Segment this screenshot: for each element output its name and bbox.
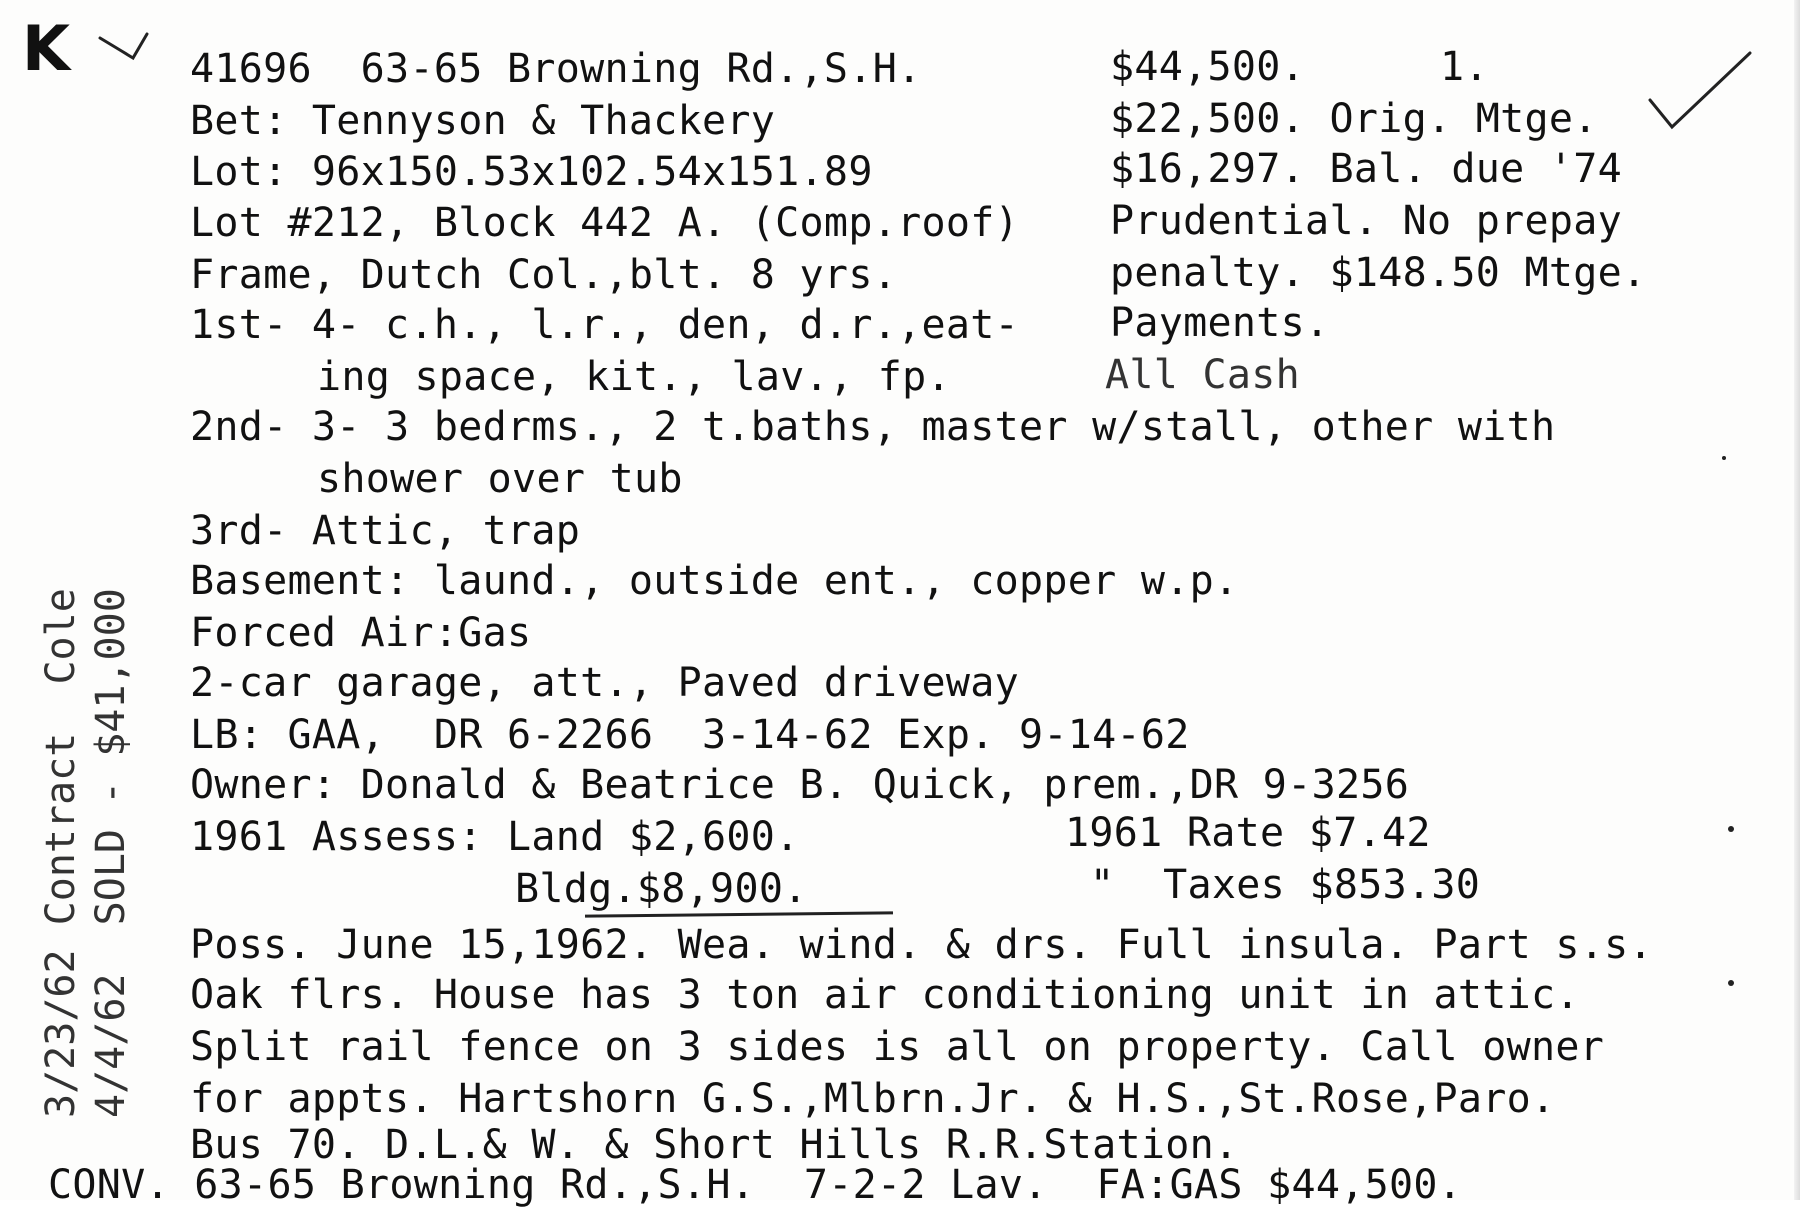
speck (1722, 456, 1726, 460)
line-first-floor: 1st- 4- c.h., l.r., den, d.r.,eat- (190, 302, 1019, 348)
line-floors: Oak flrs. House has 3 ton air conditioning unit in attic. (190, 972, 1580, 1018)
line-owner: Owner: Donald & Beatrice B. Quick, prem.,DR 9-3256 (190, 762, 1410, 808)
line-second-floor: 2nd- 3- 3 bedrms., 2 t.baths, master w/stall, other with (190, 404, 1556, 450)
line-listing-broker: LB: GAA, DR 6-2266 3-14-62 Exp. 9-14-62 (190, 712, 1190, 758)
line-frame: Frame, Dutch Col.,blt. 8 yrs. (190, 252, 898, 298)
all-cash-stamp: All Cash (1105, 352, 1301, 398)
line-basement: Basement: laund., outside ent., copper w.p. (190, 558, 1239, 604)
mortgage-payment: penalty. $148.50 Mtge. (1110, 250, 1647, 296)
line-assessment-bldg: Bldg.$8,900. (515, 866, 808, 912)
line-taxes: " Taxes $853.30 (1090, 862, 1481, 908)
large-check-icon (1640, 45, 1760, 135)
line-third-floor: 3rd- Attic, trap (190, 508, 581, 554)
line-possession: Poss. June 15,1962. Wea. wind. & drs. Full insula. Part s.s. (190, 922, 1653, 968)
line-transport: Bus 70. D.L.& W. & Short Hills R.R.Station. (190, 1122, 1239, 1168)
card-edge (1794, 0, 1800, 1200)
list-price: $44,500. (1110, 44, 1306, 90)
line-address: 41696 63-65 Browning Rd.,S.H. (190, 46, 922, 92)
line-conv-summary: CONV. 63-65 Browning Rd.,S.H. 7-2-2 Lav. FA:GAS $44,500. (48, 1162, 1463, 1208)
line-assessment-land: 1961 Assess: Land $2,600. (190, 814, 800, 860)
line-second-floor-cont: shower over tub (317, 456, 683, 502)
bldg-underline (585, 911, 893, 917)
card-number: 1. (1440, 44, 1489, 90)
original-mortgage: $22,500. Orig. Mtge. (1110, 96, 1598, 142)
line-between: Bet: Tennyson & Thackery (190, 98, 776, 144)
line-garage: 2-car garage, att., Paved driveway (190, 660, 1019, 706)
line-heating: Forced Air:Gas (190, 610, 532, 656)
speck (1728, 980, 1734, 986)
line-lot-block: Lot #212, Block 442 A. (Comp.roof) (190, 200, 1019, 246)
mortgage-balance: $16,297. Bal. due '74 (1110, 146, 1623, 192)
small-check-icon (95, 30, 155, 70)
line-fence: Split rail fence on 3 sides is all on property. Call owner (190, 1024, 1605, 1070)
sold-stamp: 4/4/62 SOLD - $41,000 (88, 588, 134, 1118)
payments-label: Payments. (1110, 300, 1330, 346)
line-schools: for appts. Hartshorn G.S.,Mlbrn.Jr. & H.S.,St.Rose,Paro. (190, 1076, 1556, 1122)
line-tax-rate: 1961 Rate $7.42 (1065, 810, 1431, 856)
contract-stamp: 3/23/62 Contract Cole (38, 588, 84, 1118)
line-first-floor-cont: ing space, kit., lav., fp. (317, 354, 951, 400)
line-lot-dimensions: Lot: 96x150.53x102.54x151.89 (190, 149, 873, 195)
corner-letter: K (22, 12, 71, 85)
speck (1728, 826, 1734, 832)
lender: Prudential. No prepay (1110, 198, 1623, 244)
